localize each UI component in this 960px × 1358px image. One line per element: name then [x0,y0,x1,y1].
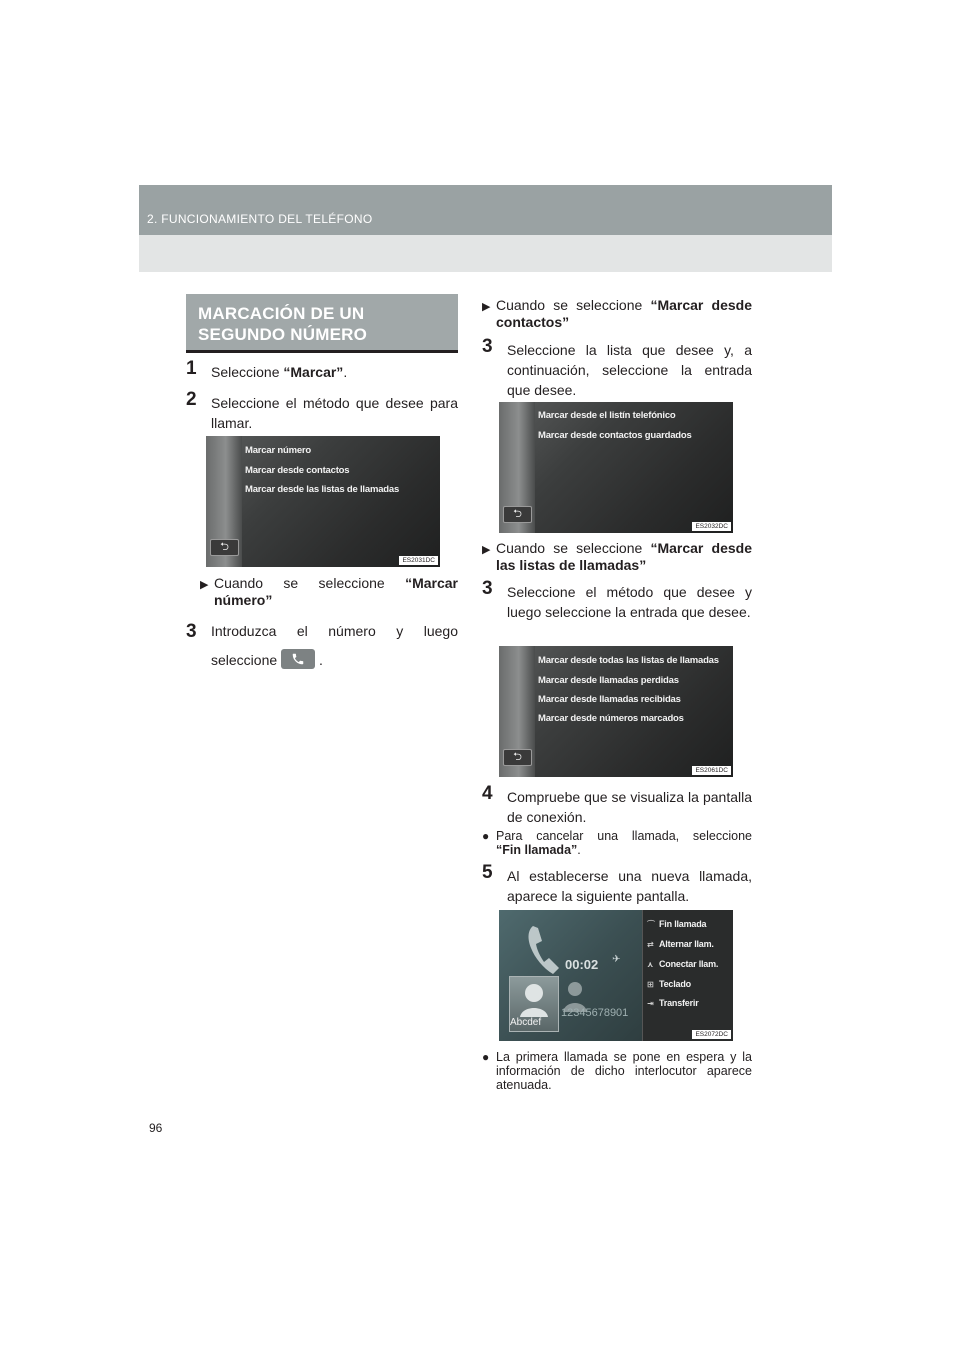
screenshot-second-call [499,910,733,1041]
back-arrow-icon: ⮌ [210,539,239,556]
menu-merge: ⋏ Conectar llam. [647,959,719,969]
caller-number: 12345678901 [561,1007,629,1019]
step-number: 2 [186,389,197,410]
menu-item: Marcar desde todas las listas de llamadas [538,655,719,666]
menu-item: Marcar desde llamadas recibidas [538,694,681,705]
transfer-icon: ⇥ [647,999,654,1008]
step-number: 4 [482,783,493,804]
step-1 [186,358,458,382]
triangle-icon: ▶ [482,301,491,313]
step-3: 3 Introduzca el número y luego seleccione . [186,617,458,675]
arrow-note-listas: ▶ Cuando se seleccione “Marcar desde las listas de llamadas” [482,540,752,573]
menu-end-call: ⌒ Fin llamada [647,919,707,929]
step-4 [482,783,752,827]
step-text: Seleccione la lista que desee y, a continuación, seleccione la entrada que desee. [507,342,752,398]
mute-icon: ✈ [612,954,621,965]
step-2 [186,389,458,433]
phone-icon [281,649,315,669]
bullet-cancel: ● Para cancelar una llamada, seleccione “Fin llamada”. [482,829,752,857]
arrow-note-contactos: ▶ Cuando se seleccione “Marcar desde contactos” [482,297,752,330]
step-number: 3 [482,578,493,599]
page-number: 96 [149,1121,163,1135]
step-text: Seleccione “Marcar”. [211,364,348,380]
step-text: Introduzca el número y luego [211,623,458,639]
step-text: Compruebe que se visualiza la pantalla de conexión. [507,789,752,825]
step-3-listas [482,578,752,622]
figure-code: ES2061DC [692,766,731,775]
step-number: 5 [482,862,493,883]
step-text: Seleccione el método que desee para llamar. [211,395,458,431]
menu-item: Marcar desde llamadas perdidas [538,675,679,686]
end-call-icon: ⌒ [647,920,655,929]
step-number: 3 [482,336,493,357]
step-number: 3 [186,621,197,642]
step-number: 1 [186,358,197,379]
merge-icon: ⋏ [647,960,654,969]
menu-item: Marcar desde las listas de llamadas [245,484,400,495]
header-band [139,185,832,235]
caller-name: Abcdef [510,1017,542,1028]
header-subband [139,235,832,272]
screenshot-dial-method [206,436,440,567]
arrow-note-marcar-numero: ▶ Cuando se seleccione “Marcar número” [200,575,458,608]
menu-item: Marcar número [245,445,312,456]
step-5 [482,862,752,906]
handset-icon [525,924,565,976]
bullet-icon: ● [482,829,490,843]
menu-item: Marcar desde números marcados [538,713,684,724]
screenshot-call-lists [499,646,733,777]
chapter-title: 2. FUNCIONAMIENTO DEL TELÉFONO [147,212,373,226]
menu-swap: ⇄ Alternar llam. [647,939,714,949]
triangle-icon: ▶ [482,544,491,556]
keypad-icon: ⊞ [647,980,654,989]
step-text: Seleccione el método que desee y luego seleccione la entrada que desee. [507,584,752,620]
swap-icon: ⇄ [647,940,654,949]
figure-code: ES2072DC [692,1030,731,1039]
menu-keypad: ⊞ Teclado [647,979,691,989]
call-timer: 00:02 [565,957,599,972]
figure-code: ES2032DC [692,522,731,531]
menu-item: Marcar desde contactos guardados [538,430,692,441]
call-side-menu [642,910,733,1041]
figure-code: ES2031DC [399,556,438,565]
bullet-icon: ● [482,1050,490,1064]
back-arrow-icon: ⮌ [503,506,532,523]
screenshot-contact-source [499,402,733,533]
step-text: Al establecerse una nueva llamada, aparece la siguiente pantalla. [507,868,752,904]
bullet-hold-info: ● La primera llamada se pone en espera y la información de dicho interlocutor aparece atenuada. [482,1050,752,1092]
menu-item: Marcar desde el listín telefónico [538,410,676,421]
menu-item: Marcar desde contactos [245,465,350,476]
triangle-icon: ▶ [200,579,209,591]
section-title: MARCACIÓN DE UN SEGUNDO NÚMERO [198,304,368,344]
step-3-contactos [482,336,752,400]
menu-transfer: ⇥ Transferir [647,998,699,1008]
back-arrow-icon: ⮌ [503,749,532,766]
section-heading [186,294,458,353]
